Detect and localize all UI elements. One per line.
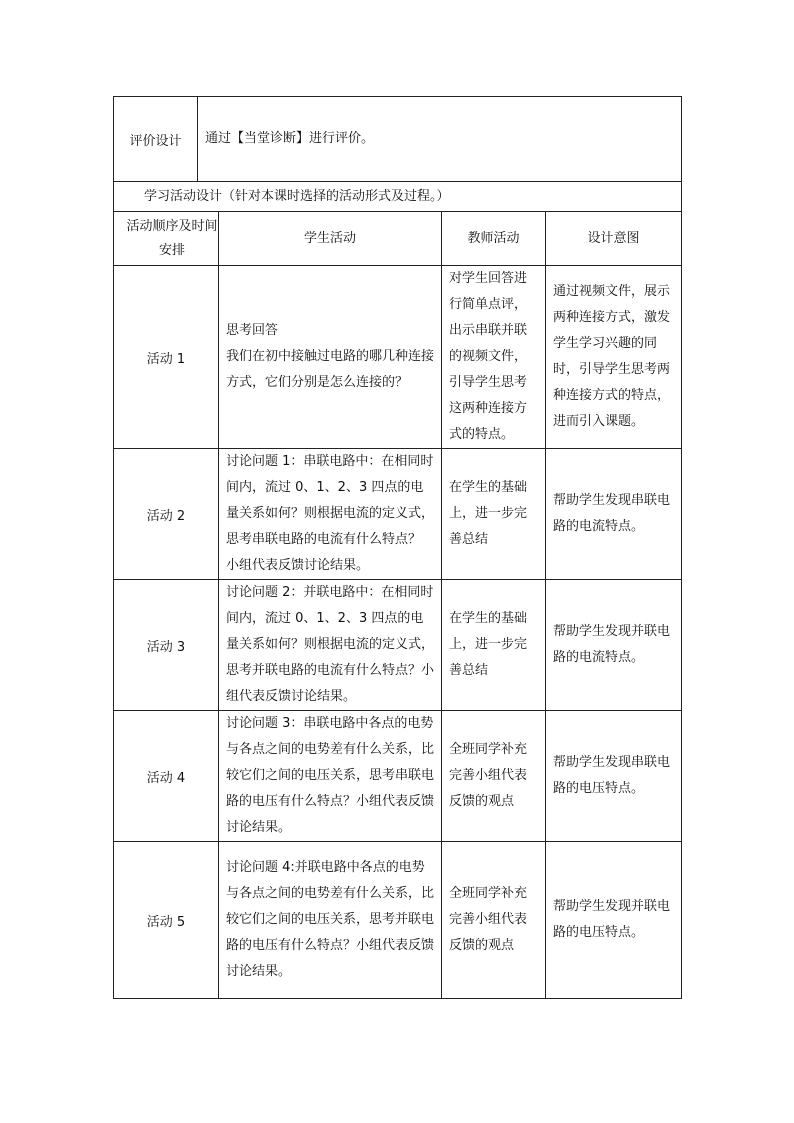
header-student: 学生活动	[219, 212, 442, 266]
table-row	[114, 449, 682, 580]
teacher-activity: 全班同学补充完善小组代表反馈的观点	[442, 842, 546, 999]
design-intent: 帮助学生发现并联电路的电流特点。	[546, 580, 682, 711]
header-order: 活动顺序及时间安排	[114, 212, 219, 266]
teacher-activity: 对学生回答进行简单点评，出示串联并联的视频文件，引导学生思考这两种连接方式的特点。	[442, 266, 546, 449]
teacher-activity: 全班同学补充完善小组代表反馈的观点	[442, 711, 546, 842]
activity-name: 活动 4	[114, 711, 219, 842]
activity-section-title: 学习活动设计（针对本课时选择的活动形式及过程。）	[114, 182, 682, 212]
teacher-activity: 在学生的基础上，进一步完善总结	[442, 449, 546, 580]
activity-name: 活动 3	[114, 580, 219, 711]
table-row	[114, 266, 682, 449]
activity-name: 活动 2	[114, 449, 219, 580]
header-teacher: 教师活动	[442, 212, 546, 266]
evaluation-table	[113, 96, 682, 212]
evaluation-label: 评价设计	[114, 97, 198, 182]
activity-name: 活动 1	[114, 266, 219, 449]
evaluation-row	[114, 97, 682, 182]
student-activity: 讨论问题 1：串联电路中：在相同时间内，流过 0、1、2、3 四点的电量关系如何？则根据电流的定义式，思考串联电路的电流有什么特点？ 小组代表反馈讨论结果。	[219, 449, 442, 580]
header-intent: 设计意图	[546, 212, 682, 266]
design-intent: 通过视频文件，展示两种连接方式，激发学生学习兴趣的同时，引导学生思考两种连接方式的特点，进而引入课题。	[546, 266, 682, 449]
activity-table	[113, 211, 682, 999]
table-row	[114, 711, 682, 842]
design-intent: 帮助学生发现并联电路的电压特点。	[546, 842, 682, 999]
section-title-row	[114, 182, 682, 212]
student-activity: 讨论问题 3：串联电路中各点的电势与各点之间的电势差有什么关系，比较它们之间的电压关系，思考串联电路的电压有什么特点？小组代表反馈讨论结果。	[219, 711, 442, 842]
student-activity: 讨论问题 4:并联电路中各点的电势与各点之间的电势差有什么关系，比较它们之间的电压关系，思考并联电路的电压有什么特点？小组代表反馈讨论结果。	[219, 842, 442, 999]
table-row	[114, 580, 682, 711]
evaluation-text: 通过【当堂诊断】进行评价。	[198, 97, 682, 182]
activity-name: 活动 5	[114, 842, 219, 999]
design-intent: 帮助学生发现串联电路的电压特点。	[546, 711, 682, 842]
design-intent: 帮助学生发现串联电路的电流特点。	[546, 449, 682, 580]
teacher-activity: 在学生的基础上，进一步完善总结	[442, 580, 546, 711]
student-activity: 思考回答 我们在初中接触过电路的哪几种连接方式，它们分别是怎么连接的？	[219, 266, 442, 449]
header-row	[114, 212, 682, 266]
student-activity: 讨论问题 2：并联电路中：在相同时间内，流过 0、1、2、3 四点的电量关系如何？则根据电流的定义式，思考并联电路的电流有什么特点？小组代表反馈讨论结果。	[219, 580, 442, 711]
table-row	[114, 842, 682, 999]
